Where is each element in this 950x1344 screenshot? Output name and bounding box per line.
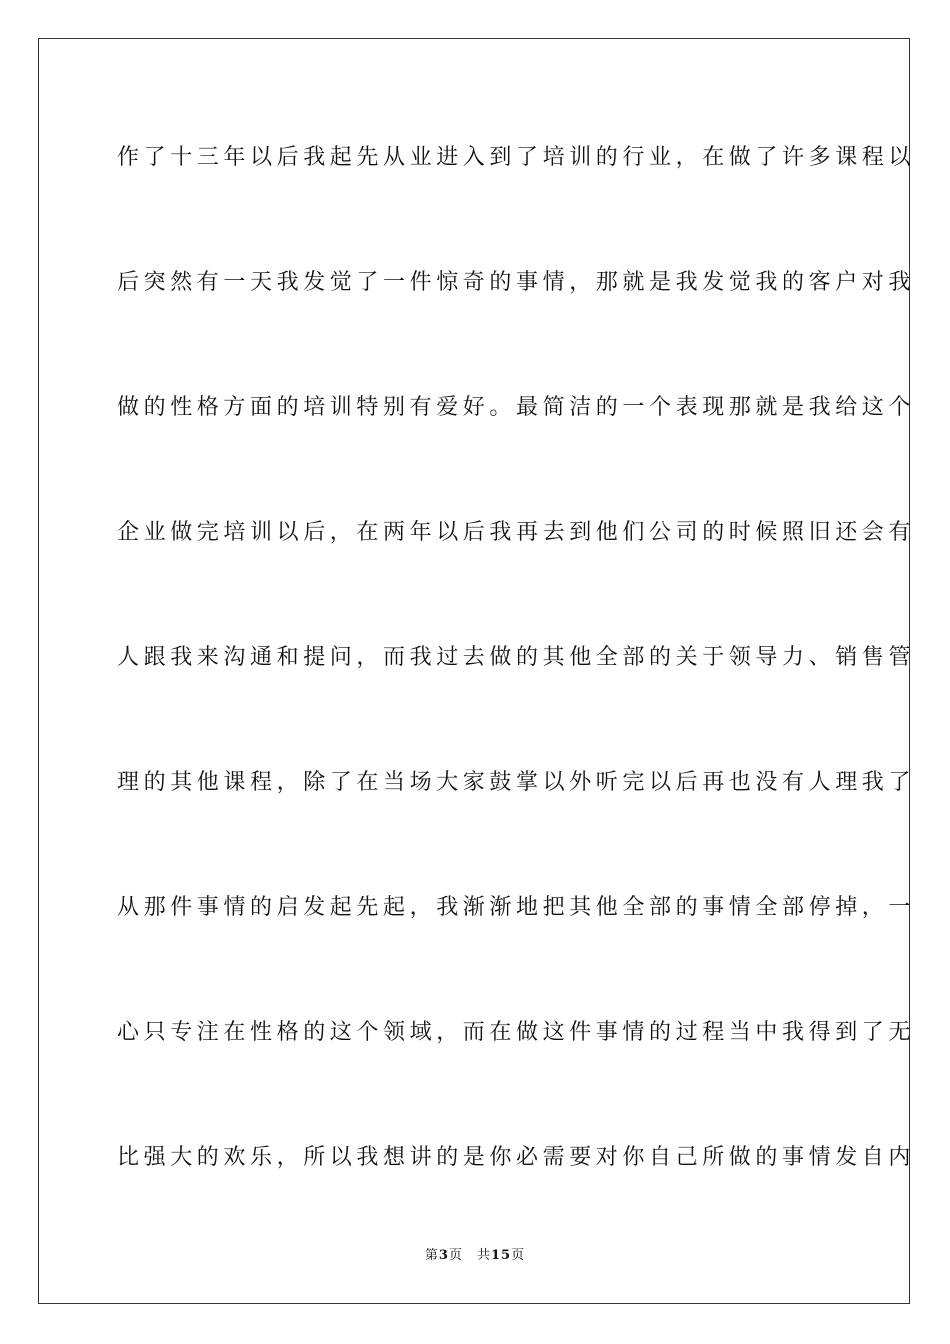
text-line: 心只专注在性格的这个领域，而在做这件事情的过程当中我得到了无 [117,1020,916,1045]
document-body [117,130,916,1255]
text-line: 理的其他课程，除了在当场大家鼓掌以外听完以后再也没有人理我了 [117,770,916,795]
total-prefix: 共 [476,1248,491,1263]
text-line: 企业做完培训以后，在两年以后我再去到他们公司的时候照旧还会有 [117,520,916,545]
total-pages: 15 [490,1248,512,1263]
page-footer [0,1247,950,1265]
page-suffix: 页 [448,1248,463,1263]
page-prefix: 第 [424,1248,439,1263]
text-line: 比强大的欢乐，所以我想讲的是你必需要对你自己所做的事情发自内 [117,1145,916,1170]
page-number: 3 [438,1248,449,1263]
text-line: 做的性格方面的培训特别有爱好。最简洁的一个表现那就是我给这个 [117,395,916,420]
text-line: 作了十三年以后我起先从业进入到了培训的行业，在做了许多课程以 [117,145,916,170]
text-line: 人跟我来沟通和提问，而我过去做的其他全部的关于领导力、销售管 [117,645,916,670]
total-suffix: 页 [511,1248,526,1263]
text-line: 后突然有一天我发觉了一件惊奇的事情，那就是我发觉我的客户对我 [117,270,916,295]
text-line: 从那件事情的启发起先起，我渐渐地把其他全部的事情全部停掉，一 [117,895,916,920]
